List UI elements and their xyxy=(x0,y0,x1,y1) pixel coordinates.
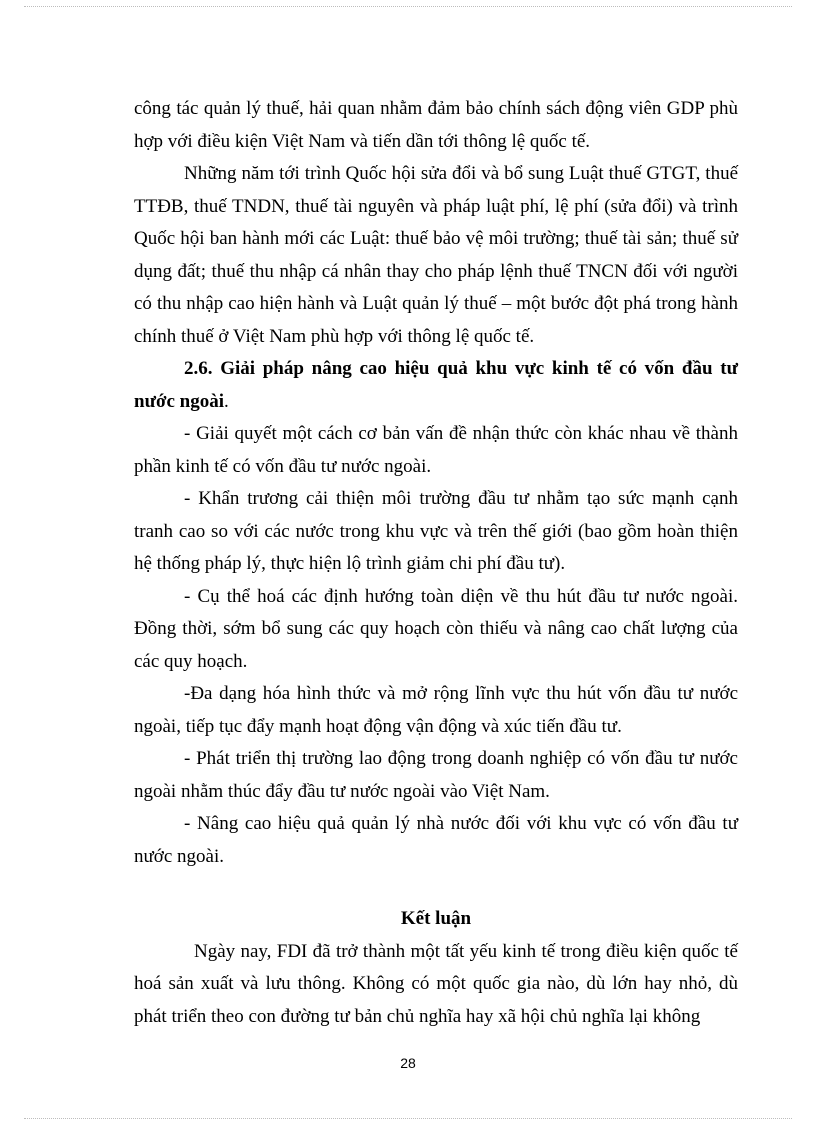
section-heading-text: 2.6. Giải pháp nâng cao hiệu quả khu vực kinh tế có vốn đầu tư nước ngoài xyxy=(134,358,738,412)
page-border-top xyxy=(24,6,792,7)
bullet-item: -Đa dạng hóa hình thức và mở rộng lĩnh vực thu hút vốn đầu tư nước ngoài, tiếp tục đẩy mạnh hoạt động vận động và xúc tiến đầu tư. xyxy=(134,683,738,737)
section-heading-2-6 xyxy=(134,353,738,418)
bullet-item: - Cụ thể hoá các định hướng toàn diện về thu hút đầu tư nước ngoài. Đồng thời, sớm bổ sung các quy hoạch còn thiếu và nâng cao chất lượng của các quy hoạch. xyxy=(134,585,738,672)
bullet-item: - Nâng cao hiệu quả quản lý nhà nước đối với khu vực có vốn đầu tư nước ngoài. xyxy=(134,813,738,867)
conclusion-paragraph: Ngày nay, FDI đã trở thành một tất yếu kinh tế trong điều kiện quốc tế hoá sản xuất và lưu thông. Không có một quốc gia nào, dù lớn hay nhỏ, dù phát triển theo con đường tư bản chủ nghĩa hay xã hội chủ nghĩa lại không xyxy=(134,940,738,1027)
page-number: 28 xyxy=(400,1055,416,1071)
page-border-bottom xyxy=(24,1118,792,1119)
paragraph-tax-laws: Những năm tới trình Quốc hội sửa đổi và bổ sung Luật thuế GTGT, thuế TTĐB, thuế TNDN, thuế tài nguyên và pháp luật phí, lệ phí (sửa đổi) và trình Quốc hội ban hành mới các Luật: thuế bảo vệ môi trường; thuế tài sản; thuế sử dụng đất; thuế thu nhập cá nhân thay cho pháp lệnh thuế TNCN đối với người có thu nhập cao hiện hành và Luật quản lý thuế – một bước đột phá trong hành chính thuế ở Việt Nam phù hợp với thông lệ quốc tế. xyxy=(134,163,738,347)
bullet-item: - Khẩn trương cải thiện môi trường đầu tư nhằm tạo sức mạnh cạnh tranh cao so với các nước trong khu vực và trên thế giới (bao gồm hoàn thiện hệ thống pháp lý, thực hiện lộ trình giảm chi phí đầu tư). xyxy=(134,488,738,574)
conclusion-title: Kết luận xyxy=(400,908,472,929)
document-body xyxy=(134,93,738,1033)
bullet-item: - Phát triển thị trường lao động trong doanh nghiệp có vốn đầu tư nước ngoài nhằm thúc đẩy đầu tư nước ngoài vào Việt Nam. xyxy=(134,748,738,802)
section-heading-period: . xyxy=(224,390,229,412)
paragraph-tax-management: công tác quản lý thuế, hải quan nhằm đảm bảo chính sách động viên GDP phù hợp với điều kiện Việt Nam và tiến dần tới thông lệ quốc tế. xyxy=(134,98,738,152)
bullet-item: - Giải quyết một cách cơ bản vấn đề nhận thức còn khác nhau về thành phần kinh tế có vốn đầu tư nước ngoài. xyxy=(134,423,738,477)
